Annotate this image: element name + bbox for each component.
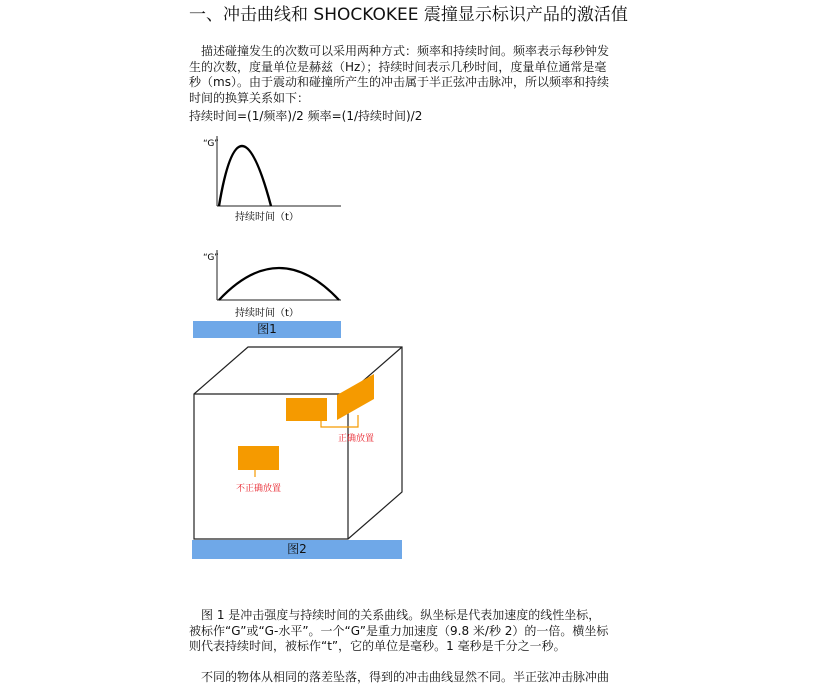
incorrect-placement-label: 不正确放置 (236, 484, 282, 494)
intro-text: 描述碰撞发生的次数可以采用两种方式：频率和持续时间。频率表示每秒钟发生的次数，度量单位是赫兹（Hz）；持续时间表示几秒时间，度量单位通常是毫秒（ms）。由于震动和碰撞所产生的冲击属于半正弦冲击脉冲，所以频率和持续时间的换算关系如下： (189, 44, 610, 105)
figure-2-cube (190, 345, 405, 541)
correct-label-front (286, 398, 327, 421)
continuation-paragraph (189, 670, 609, 686)
graph-1-curve (219, 146, 271, 206)
description-text: 图 1 是冲击强度与持续时间的关系曲线。纵坐标是代表加速度的线性坐标，被标作“G”或“G-水平”。一个“G”是重力加速度（9.8 米/秒 2）的一倍。横坐标则代表持续时间，被标作“t”，它的单位是毫秒。1 毫秒是千分之一秒。 (189, 608, 609, 653)
graph-1-x-label: 持续时间（t） (235, 212, 299, 223)
graph-2-curve (219, 268, 339, 300)
graph-2-y-label-text: “G” (203, 253, 219, 263)
description-paragraph (189, 608, 609, 655)
graph-1-y-label: “G” (203, 139, 219, 149)
intro-paragraph (189, 44, 609, 106)
formula-line: 持续时间=(1/频率)/2 频率=(1/持续时间)/2 (189, 109, 423, 123)
incorrect-label (238, 446, 279, 470)
page-heading: 一、冲击曲线和 SHOCKOKEE 震撞显示标识产品的激活值 (189, 5, 628, 25)
correct-placement-label: 正确放置 (338, 434, 375, 444)
figure-1-caption: 图1 (193, 321, 341, 338)
continuation-text: 不同的物体从相同的落差坠落，得到的冲击曲线显然不同。半正弦冲击脉冲曲 (201, 670, 610, 684)
figure-2-caption: 图2 (192, 540, 402, 559)
figure-1-graphs (189, 126, 349, 341)
graph-2-x-label: 持续时间（t） (235, 308, 299, 319)
